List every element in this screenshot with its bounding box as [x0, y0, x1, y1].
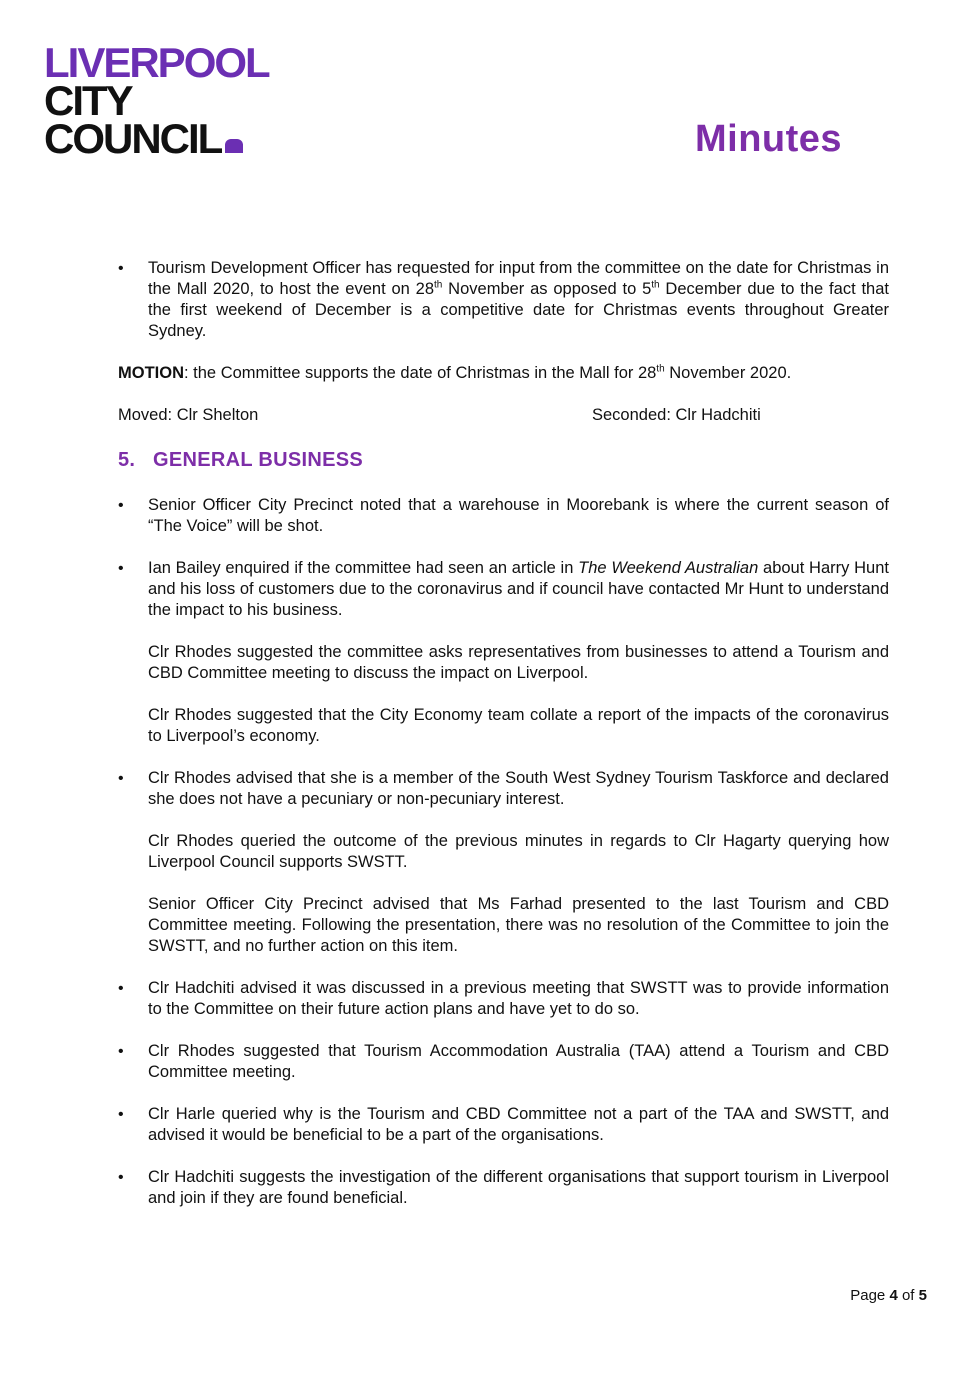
document-title: Minutes — [695, 118, 843, 160]
logo-line-1: LIVERPOOL — [44, 39, 269, 86]
motion-label: MOTION — [118, 364, 184, 382]
sub-paragraph: Clr Rhodes suggested the committee asks representatives from businesses to attend a Tourism and CBD Committee meeting to discuss the impact on Liverpool. — [148, 643, 889, 682]
section-heading — [118, 450, 889, 471]
list-item: • Clr Hadchiti advised it was discussed in a previous meeting that SWSTT was to provide information to the Committee on their future action plans and have yet to do so. — [118, 978, 889, 1020]
motion-statement: MOTION: the Committee supports the date of Christmas in the Mall for 28th November 2020. — [118, 363, 792, 382]
list-item: • Clr Harle queried why is the Tourism and CBD Committee not a part of the TAA and SWSTT, and advised it would be beneficial to be a part of the organisations. — [118, 1104, 889, 1146]
logo-line-3-text: COUNCIL — [44, 115, 222, 162]
logo-mark-icon — [225, 139, 243, 153]
sub-paragraph: Clr Rhodes queried the outcome of the previous minutes in regards to Clr Hagarty querying how Liverpool Council supports SWSTT. — [148, 832, 889, 871]
sub-paragraph: Senior Officer City Precinct advised that Ms Farhad presented to the last Tourism and CBD Committee meeting. Following the presentation, there was no resolution of the Committee to join the SWSTT, and no further action on this item. — [148, 895, 889, 955]
logo-line-2: CITY — [44, 77, 132, 124]
list-item: • Clr Hadchiti suggests the investigation of the different organisations that support tourism in Liverpool and join if they are found beneficial. — [118, 1167, 889, 1209]
section-title: GENERAL BUSINESS — [153, 449, 364, 471]
list-item: • Clr Rhodes advised that she is a member of the South West Sydney Tourism Taskforce and declared she does not have a pecuniary or non-pecuniary interest. — [118, 768, 889, 810]
sub-paragraph: Clr Rhodes suggested that the City Economy team collate a report of the impacts of the coronavirus to Liverpool’s economy. — [148, 706, 889, 745]
logo-line-3 — [44, 115, 269, 162]
council-logo — [44, 39, 269, 162]
list-item: • Senior Officer City Precinct noted that a warehouse in Moorebank is where the current season of “The Voice” will be shot. — [118, 495, 889, 537]
section-number: 5. — [118, 449, 136, 471]
seconded-by: Seconded: Clr Hadchiti — [592, 406, 761, 424]
list-item: • Clr Rhodes suggested that Tourism Accommodation Australia (TAA) attend a Tourism and CBD Committee meeting. — [118, 1041, 889, 1083]
moved-by: Moved: Clr Shelton — [118, 406, 259, 424]
list-item: • Ian Bailey enquired if the committee had seen an article in The Weekend Australian about Harry Hunt and his loss of customers due to the coronavirus and if council have contacted Mr Hunt to understand the impact to his business. — [118, 558, 889, 621]
page-number: Page 4 of 5 — [850, 1287, 927, 1304]
list-item: • Tourism Development Officer has requested for input from the committee on the date for Christmas in the Mall 2020, to host the event on 28th November as opposed to 5th December due to the fact that the first weekend of December is a competitive date for Christmas events throughout Greater Sydney. — [118, 258, 889, 342]
moved-seconded-row — [118, 405, 889, 426]
minutes-body — [118, 258, 889, 1230]
publication-title: The Weekend Australian — [578, 559, 759, 577]
